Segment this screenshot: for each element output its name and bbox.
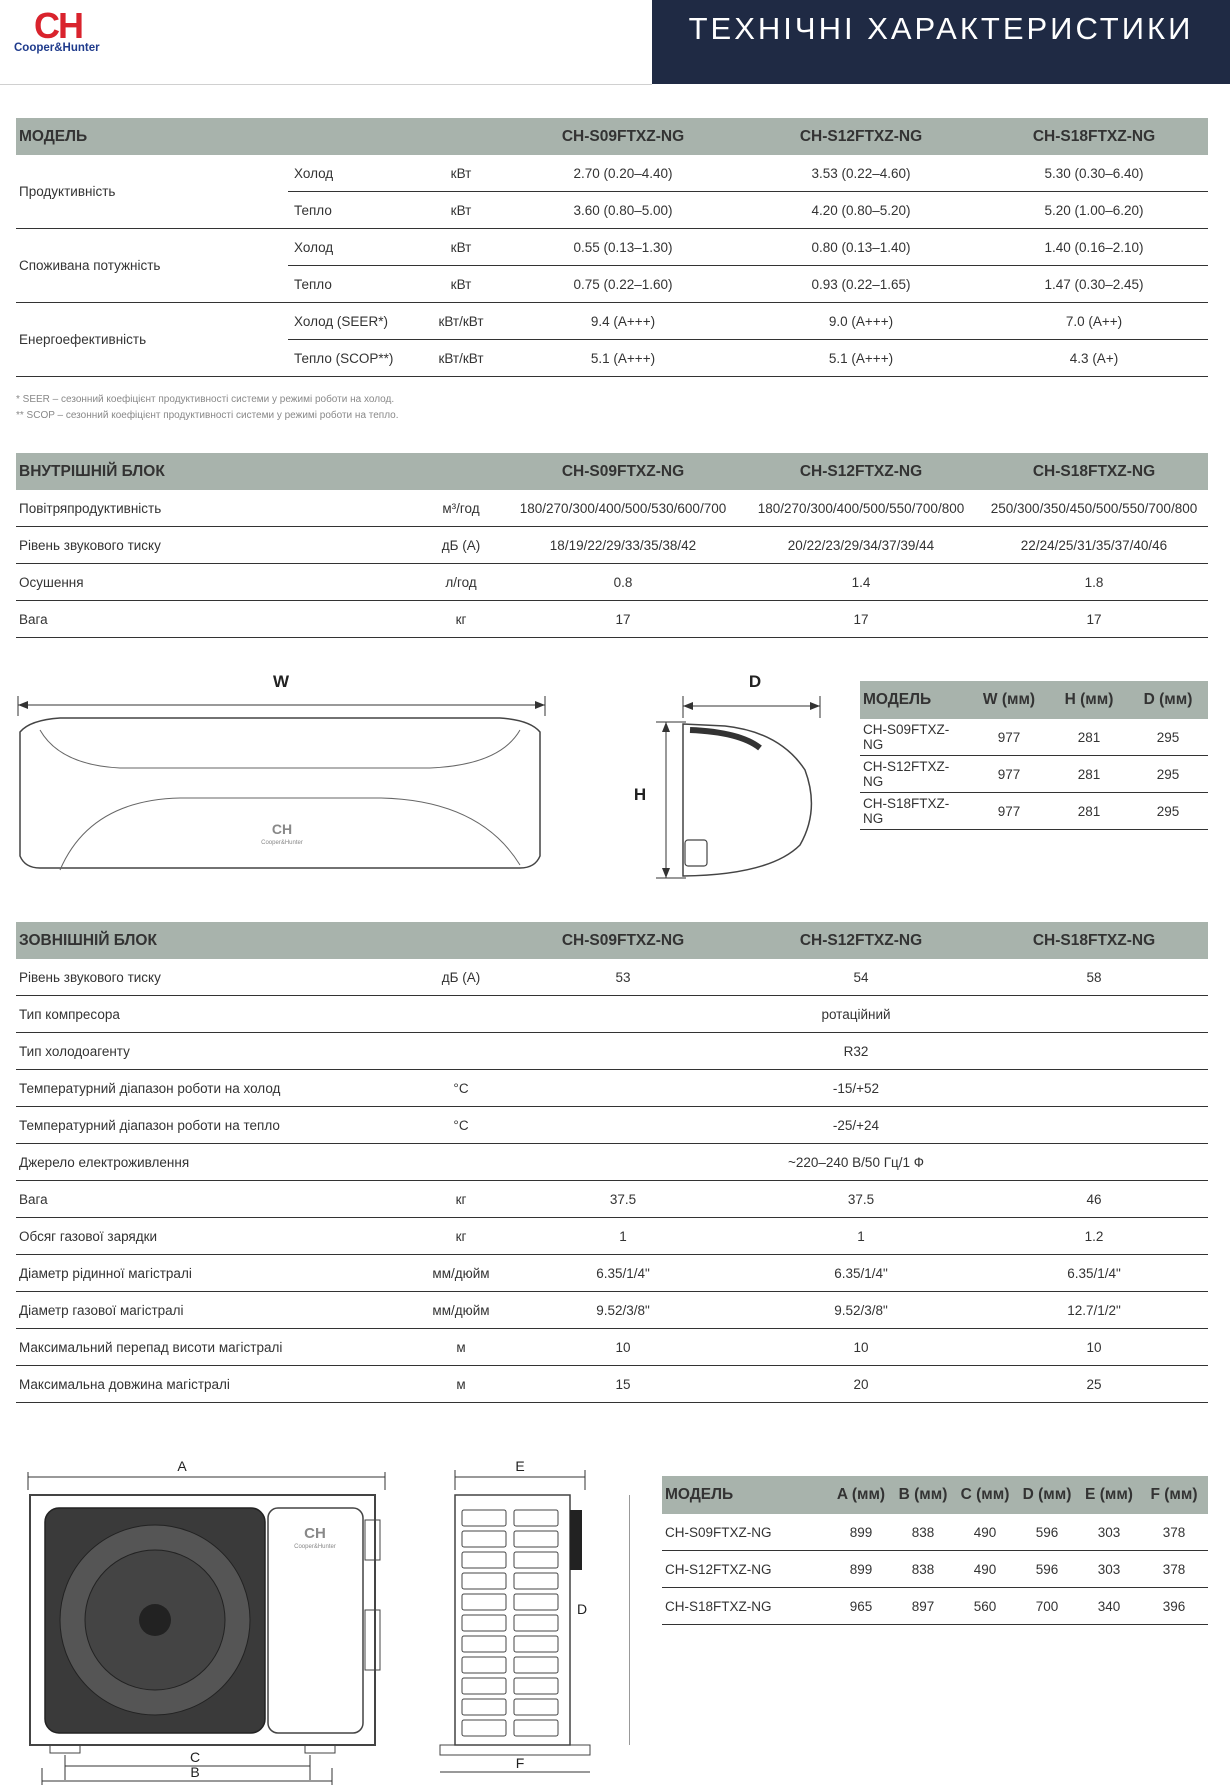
row-sublabel: Тепло [288,192,418,229]
value-cell: 46 [980,1181,1208,1218]
dimension-cell: 965 [830,1588,892,1625]
value-cell: 10 [980,1329,1208,1366]
row-unit: °C [418,1107,504,1144]
fin-cell [514,1657,558,1673]
value-cell: 20 [742,1366,980,1403]
model-cell: CH-S18FTXZ-NG [860,793,968,830]
logo-text: Cooper&Hunter [14,42,100,54]
dimension-label-b: B [190,1764,200,1780]
row-unit: м [418,1329,504,1366]
value-cell: 2.70 (0.20–4.40) [504,155,742,192]
value-cell: 6.35/1/4" [742,1255,980,1292]
value-cell: 10 [742,1329,980,1366]
column-header-model-1: CH-S09FTXZ-NG [504,922,742,959]
value-cell: 180/270/300/400/500/530/600/700 [504,490,742,527]
dimension-label-a: A [177,1458,187,1474]
value-cell: 0.55 (0.13–1.30) [504,229,742,266]
brand-logo [14,5,139,56]
row-unit: кВт [418,192,504,229]
value-cell: 17 [504,601,742,638]
general-spec-table [16,118,1208,377]
row-label: Температурний діапазон роботи на тепло [16,1107,418,1144]
value-cell: 18/19/22/29/33/35/38/42 [504,527,742,564]
fin-cell [462,1510,506,1526]
table-row [860,793,1208,830]
svg-text:CH: CH [271,821,293,837]
value-cell: 0.93 (0.22–1.65) [742,266,980,303]
table-row [16,996,1208,1033]
value-cell: 20/22/23/29/34/37/39/44 [742,527,980,564]
value-cell: 58 [980,959,1208,996]
value-cell: 0.75 (0.22–1.60) [504,266,742,303]
dimension-label-w: W [272,672,290,691]
row-unit: м [418,1366,504,1403]
table-header-row [16,453,1208,490]
row-sublabel: Холод (SEER*) [288,303,418,340]
row-unit: кг [418,601,504,638]
row-unit: мм/дюйм [418,1255,504,1292]
value-cell: 0.80 (0.13–1.40) [742,229,980,266]
column-header-model: МОДЕЛЬ [16,118,504,155]
fin-cell [462,1594,506,1610]
table-row [16,1181,1208,1218]
table-header-row [860,681,1208,719]
value-cell: 25 [980,1366,1208,1403]
dimension-cell: 838 [892,1514,954,1551]
merged-value-cell: ~220–240 В/50 Гц/1 Ф [504,1144,1208,1181]
merged-value-cell: -15/+52 [504,1070,1208,1107]
column-header: МОДЕЛЬ [662,1476,830,1514]
column-header-model-2: CH-S12FTXZ-NG [742,453,980,490]
table-row [16,601,1208,638]
value-cell: 37.5 [504,1181,742,1218]
row-unit: кг [418,1181,504,1218]
dimension-cell: 596 [1016,1514,1078,1551]
column-header: D (мм) [1016,1476,1078,1514]
dimension-cell: 899 [830,1551,892,1588]
value-cell: 1.4 [742,564,980,601]
value-cell: 6.35/1/4" [980,1255,1208,1292]
row-unit: дБ (А) [418,959,504,996]
row-sublabel: Тепло [288,266,418,303]
column-header-model-3: CH-S18FTXZ-NG [980,118,1208,155]
fin-cell [514,1699,558,1715]
column-header: D (мм) [1128,681,1208,719]
value-cell: 37.5 [742,1181,980,1218]
page-title: ТЕХНІЧНІ ХАРАКТЕРИСТИКИ [688,11,1194,46]
value-cell: 5.20 (1.00–6.20) [980,192,1208,229]
row-unit: кВт [418,155,504,192]
merged-value-cell: R32 [504,1033,1208,1070]
dimension-cell: 295 [1128,756,1208,793]
dimension-cell: 378 [1140,1551,1208,1588]
row-unit: кВт/кВт [418,340,504,377]
group-label: Споживана потужність [16,229,288,303]
side-fin-grid [462,1510,558,1736]
footnote-seer: * SEER – сезонний коефіцієнт продуктивності системи у режимі роботи на холод. [16,394,395,405]
value-cell: 17 [742,601,980,638]
row-sublabel: Холод [288,229,418,266]
row-sublabel: Холод [288,155,418,192]
value-cell: 10 [504,1329,742,1366]
table-header-row [16,118,1208,155]
dimension-cell: 303 [1078,1514,1140,1551]
dimension-cell: 899 [830,1514,892,1551]
merged-value-cell: -25/+24 [504,1107,1208,1144]
row-unit [418,1033,504,1070]
value-cell: 9.52/3/8" [742,1292,980,1329]
dimension-cell: 897 [892,1588,954,1625]
value-cell: 6.35/1/4" [504,1255,742,1292]
dimension-cell: 700 [1016,1588,1078,1625]
column-header: E (мм) [1078,1476,1140,1514]
row-label: Температурний діапазон роботи на холод [16,1070,418,1107]
table-row [16,155,1208,192]
value-cell: 9.52/3/8" [504,1292,742,1329]
row-label: Повітряпродуктивність [16,490,418,527]
row-unit: кВт [418,229,504,266]
column-header: B (мм) [892,1476,954,1514]
row-unit [418,1144,504,1181]
table-row [16,229,1208,266]
value-cell: 180/270/300/400/500/550/700/800 [742,490,980,527]
column-header-model-3: CH-S18FTXZ-NG [980,922,1208,959]
table-row [16,1255,1208,1292]
value-cell: 250/300/350/450/500/550/700/800 [980,490,1208,527]
dimension-cell: 340 [1078,1588,1140,1625]
value-cell: 22/24/25/31/35/37/40/46 [980,527,1208,564]
table-header-row [662,1476,1208,1514]
fin-cell [462,1552,506,1568]
table-row [16,527,1208,564]
model-cell: CH-S09FTXZ-NG [860,719,968,756]
row-unit: °C [418,1070,504,1107]
column-header: A (мм) [830,1476,892,1514]
column-header: МОДЕЛЬ [860,681,968,719]
row-label: Діаметр газової магістралі [16,1292,418,1329]
value-cell: 15 [504,1366,742,1403]
outdoor-dimensions-body [662,1514,1208,1625]
indoor-dimensions-body [860,719,1208,830]
outdoor-dimensions-table [662,1476,1208,1625]
model-cell: CH-S12FTXZ-NG [860,756,968,793]
value-cell: 4.20 (0.80–5.20) [742,192,980,229]
model-cell: CH-S12FTXZ-NG [662,1551,830,1588]
table-row [662,1514,1208,1551]
row-label: Тип холодоагенту [16,1033,418,1070]
fin-cell [514,1615,558,1631]
group-label: Продуктивність [16,155,288,229]
column-header-model-1: CH-S09FTXZ-NG [504,453,742,490]
column-header-model-2: CH-S12FTXZ-NG [742,922,980,959]
column-header: W (мм) [968,681,1050,719]
dimension-label-d: D [576,1601,588,1617]
table-row [16,1366,1208,1403]
fin-cell [462,1720,506,1736]
outdoor-unit-front-drawing [10,1450,400,1785]
table-row [16,959,1208,996]
value-cell: 5.1 (A+++) [742,340,980,377]
value-cell: 5.1 (A+++) [504,340,742,377]
table-row [662,1588,1208,1625]
fin-cell [514,1573,558,1589]
value-cell: 7.0 (A++) [980,303,1208,340]
row-unit [418,996,504,1033]
value-cell: 12.7/1/2" [980,1292,1208,1329]
fin-cell [514,1510,558,1526]
table-row [860,719,1208,756]
row-unit: кг [418,1218,504,1255]
dimension-cell: 490 [954,1551,1016,1588]
outdoor-unit-side-drawing [430,1450,630,1785]
row-label: Джерело електроживлення [16,1144,418,1181]
fin-cell [462,1657,506,1673]
column-header-model-1: CH-S09FTXZ-NG [504,118,742,155]
indoor-unit-side-drawing [630,660,830,885]
value-cell: 1 [742,1218,980,1255]
table-row [662,1551,1208,1588]
value-cell: 4.3 (A+) [980,340,1208,377]
svg-text:CH: CH [304,1525,326,1542]
dimension-cell: 295 [1128,793,1208,830]
row-label: Діаметр рідинної магістралі [16,1255,418,1292]
indoor-spec-body [16,490,1208,638]
table-row [16,490,1208,527]
general-spec-body [16,155,1208,377]
dimension-cell: 281 [1050,719,1128,756]
value-cell: 3.53 (0.22–4.60) [742,155,980,192]
footnote-scop: ** SCOP – сезонний коефіцієнт продуктивності системи у режимі роботи на тепло. [16,410,399,421]
column-header: H (мм) [1050,681,1128,719]
model-cell: CH-S09FTXZ-NG [662,1514,830,1551]
value-cell: 1.47 (0.30–2.45) [980,266,1208,303]
outdoor-spec-body [16,959,1208,1403]
dimension-label-h: H [633,785,647,804]
table-header-row [16,922,1208,959]
fin-cell [514,1531,558,1547]
row-sublabel: Тепло (SCOP**) [288,340,418,377]
row-label: Рівень звукового тиску [16,527,418,564]
row-unit: м³/год [418,490,504,527]
column-header-model-3: CH-S18FTXZ-NG [980,453,1208,490]
value-cell: 3.60 (0.80–5.00) [504,192,742,229]
fin-cell [514,1636,558,1652]
dimension-cell: 977 [968,719,1050,756]
dimension-cell: 378 [1140,1514,1208,1551]
table-row [860,756,1208,793]
svg-text:Cooper&Hunter: Cooper&Hunter [261,840,303,846]
table-row [16,303,1208,340]
value-cell: 9.4 (A+++) [504,303,742,340]
row-unit: л/год [418,564,504,601]
group-label: Енергоефективність [16,303,288,377]
dimension-cell: 303 [1078,1551,1140,1588]
row-label: Обсяг газової зарядки [16,1218,418,1255]
row-label: Максимальний перепад висоти магістралі [16,1329,418,1366]
indoor-header: ВНУТРІШНІЙ БЛОК [16,453,504,490]
fin-cell [462,1636,506,1652]
dimension-cell: 295 [1128,719,1208,756]
value-cell: 9.0 (A+++) [742,303,980,340]
table-row [16,1218,1208,1255]
dimension-label-c: C [189,1749,201,1765]
column-header: F (мм) [1140,1476,1208,1514]
row-label: Вага [16,1181,418,1218]
fin-cell [462,1615,506,1631]
row-label: Максимальна довжина магістралі [16,1366,418,1403]
fin-cell [462,1678,506,1694]
dimension-label-e: E [515,1458,525,1474]
indoor-unit-front-drawing [0,660,560,880]
dimension-cell: 560 [954,1588,1016,1625]
column-header: C (мм) [954,1476,1016,1514]
value-cell: 53 [504,959,742,996]
dimension-cell: 490 [954,1514,1016,1551]
indoor-spec-table [16,453,1208,638]
value-cell: 1 [504,1218,742,1255]
row-unit: кВт [418,266,504,303]
row-label: Рівень звукового тиску [16,959,418,996]
fin-cell [514,1552,558,1568]
table-row [16,1033,1208,1070]
value-cell: 54 [742,959,980,996]
row-label: Вага [16,601,418,638]
row-unit: кВт/кВт [418,303,504,340]
header-rule [0,84,652,85]
svg-text:Cooper&Hunter: Cooper&Hunter [294,1544,336,1550]
model-cell: CH-S18FTXZ-NG [662,1588,830,1625]
value-cell: 17 [980,601,1208,638]
value-cell: 1.8 [980,564,1208,601]
table-row [16,1329,1208,1366]
table-row [16,1144,1208,1181]
row-label: Осушення [16,564,418,601]
dimension-cell: 281 [1050,756,1128,793]
table-row [16,564,1208,601]
fin-cell [462,1531,506,1547]
dimension-cell: 838 [892,1551,954,1588]
outdoor-header: ЗОВНІШНІЙ БЛОК [16,922,504,959]
dimension-cell: 596 [1016,1551,1078,1588]
value-cell: 5.30 (0.30–6.40) [980,155,1208,192]
fin-cell [462,1699,506,1715]
dimension-label-f: F [515,1755,525,1771]
dimension-cell: 977 [968,756,1050,793]
fin-cell [462,1573,506,1589]
row-unit: дБ (А) [418,527,504,564]
row-unit: мм/дюйм [418,1292,504,1329]
outdoor-spec-table [16,922,1208,1403]
value-cell: 1.2 [980,1218,1208,1255]
fin-cell [514,1594,558,1610]
fin-cell [514,1678,558,1694]
value-cell: 1.40 (0.16–2.10) [980,229,1208,266]
column-header-model-2: CH-S12FTXZ-NG [742,118,980,155]
table-row [16,1292,1208,1329]
dimension-label-d: D [748,672,762,691]
logo-mark: CH [34,5,82,46]
table-row [16,1070,1208,1107]
fin-cell [514,1720,558,1736]
row-label: Тип компресора [16,996,418,1033]
value-cell: 0.8 [504,564,742,601]
dimension-cell: 396 [1140,1588,1208,1625]
merged-value-cell: ротаційний [504,996,1208,1033]
dimension-cell: 977 [968,793,1050,830]
indoor-dimensions-table [860,681,1208,830]
table-row [16,1107,1208,1144]
dimension-cell: 281 [1050,793,1128,830]
